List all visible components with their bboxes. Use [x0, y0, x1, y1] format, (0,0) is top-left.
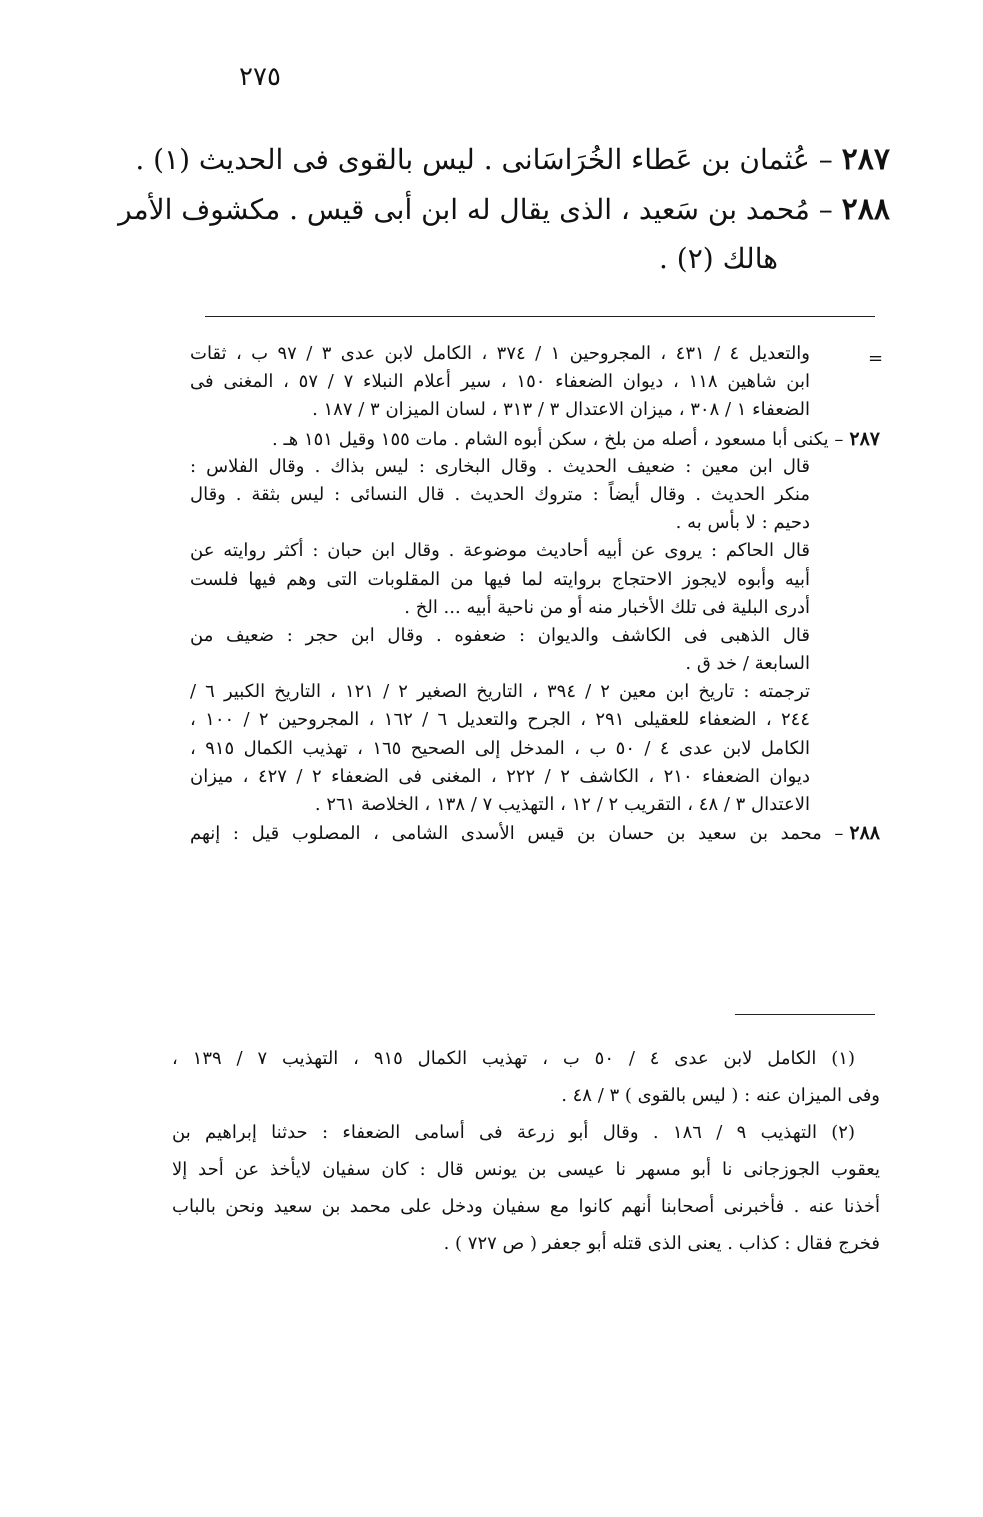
page-number: ٢٧٥ — [239, 62, 281, 92]
main-entry-288 — [118, 185, 890, 235]
footnote-2-line: أخذنا عنه . فأخبرنى أصحابنا أنهم كانوا مع سفيان ودخل على محمد بن سعيد ونحن بالباب — [172, 1196, 880, 1217]
commentary-line: قال ابن معين : ضعيف الحديث . وقال البخارى : ليس بذاك . وقال الفلاس : — [190, 455, 810, 477]
commentary-line: أدرى البلية فى تلك الأخبار منه أو من ناحية أبيه ... الخ . — [404, 596, 810, 618]
footnote-separator — [735, 1014, 875, 1015]
entry-text: – عُثمان بن عَطاء الخُرَاسَانى . ليس بالقوى فى الحديث (١) . — [135, 143, 833, 176]
entry-number: ٢٨٨ — [841, 192, 890, 227]
entry-text: – مُحمد بن سَعيد ، الذى يقال له ابن أبى قيس . مكشوف الأمر — [118, 193, 833, 226]
main-entry-287 — [135, 135, 890, 185]
commentary-line: قال الذهبى فى الكاشف والديوان : ضعفوه . وقال ابن حجر : ضعيف من — [190, 624, 810, 646]
continuation-marker: = — [868, 348, 884, 369]
entry-number: ٢٨٧ — [849, 427, 880, 450]
commentary-line: الكامل لابن عدى ٤ / ٥٠ ب ، المدخل إلى الصحيح ١٦٥ ، تهذيب الكمال ٩١٥ ، — [190, 737, 811, 759]
commentary-entry-288 — [190, 819, 880, 847]
commentary-line: – محمد بن سعيد بن حسان بن قيس الأسدى الشامى ، المصلوب قيل : إنهم — [190, 823, 844, 845]
commentary-entry-287 — [190, 425, 880, 453]
commentary-line: ابن شاهين ١١٨ ، ديوان الضعفاء ١٥٠ ، سير أعلام النبلاء ٧ / ٥٧ ، المغنى فى — [190, 371, 811, 393]
commentary-line: قال الحاكم : يروى عن أبيه أحاديث موضوعة . وقال ابن حبان : أكثر روايته عن — [190, 540, 810, 562]
entry-number: ٢٨٧ — [841, 142, 890, 177]
footnote-2-line: يعقوب الجوزجانى نا أبو مسهر نا عيسى بن يونس قال : كان سفيان لايأخذ عن أحد إلا — [172, 1159, 880, 1180]
commentary-line: السابعة / خد ق . — [685, 653, 810, 675]
footnote-2-line: فخرج فقال : كذاب . يعنى الذى قتله أبو جعفر ( ص ٧٢٧ ) . — [443, 1233, 880, 1254]
separator-rule — [205, 316, 875, 317]
commentary-line: الاعتدال ٣ / ٤٨ ، التقريب ٢ / ١٢ ، التهذيب ٧ / ١٣٨ ، الخلاصة ٢٦١ . — [314, 794, 810, 815]
commentary-line: منكر الحديث . وقال أيضاً : متروك الحديث . قال النسائى : ليس بثقة . وقال — [190, 483, 810, 505]
main-entries — [118, 135, 890, 283]
commentary-line: والتعديل ٤ / ٤٣١ ، المجروحين ١ / ٣٧٤ ، الكامل لابن عدى ٣ / ٩٧ ب ، ثقات — [190, 343, 811, 364]
commentary-line: – يكنى أبا مسعود ، أصله من بلخ ، سكن أبوه الشام . مات ١٥٥ وقيل ١٥١ هـ . — [272, 428, 844, 450]
main-entry-288-continuation: هالك (٢) . — [658, 242, 778, 275]
footnote-1-line: وفى الميزان عنه : ( ليس بالقوى ) ٣ / ٤٨ . — [561, 1085, 880, 1106]
commentary-line: دحيم : لا بأس به . — [675, 512, 810, 534]
commentary-line: ٢٤٤ ، الضعفاء للعقيلى ٢٩١ ، الجرح والتعديل ٦ / ١٦٢ ، المجروحين ٢ / ١٠٠ ، — [190, 709, 811, 731]
footnote-2-line: (٢) التهذيب ٩ / ١٨٦ . وقال أبو زرعة فى أسامى الضعفاء : حدثنا إبراهيم بن — [172, 1122, 855, 1143]
commentary-line: ديوان الضعفاء ٢١٠ ، الكاشف ٢ / ٢٢٢ ، المغنى فى الضعفاء ٢ / ٤٢٧ ، ميزان — [190, 765, 810, 787]
commentary-line: الضعفاء ١ / ٣٠٨ ، ميزان الاعتدال ٣ / ٣١٣ ، لسان الميزان ٣ / ١٨٧ . — [312, 399, 810, 421]
commentary-section — [190, 340, 880, 847]
footnotes-section — [172, 1040, 880, 1262]
commentary-line: ترجمته : تاريخ ابن معين ٢ / ٣٩٤ ، التاريخ الصغير ٢ / ١٢١ ، التاريخ الكبير ٦ / — [190, 681, 811, 703]
entry-number: ٢٨٨ — [849, 822, 880, 845]
footnote-1-line: (١) الكامل لابن عدى ٤ / ٥٠ ب ، تهذيب الكمال ٩١٥ ، التهذيب ٧ / ١٣٩ ، — [172, 1048, 855, 1069]
commentary-line: أبيه وأبوه لايجوز الاحتجاج بروايته لما فيها من المقلوبات التى وهم فيها فلست — [190, 568, 810, 590]
